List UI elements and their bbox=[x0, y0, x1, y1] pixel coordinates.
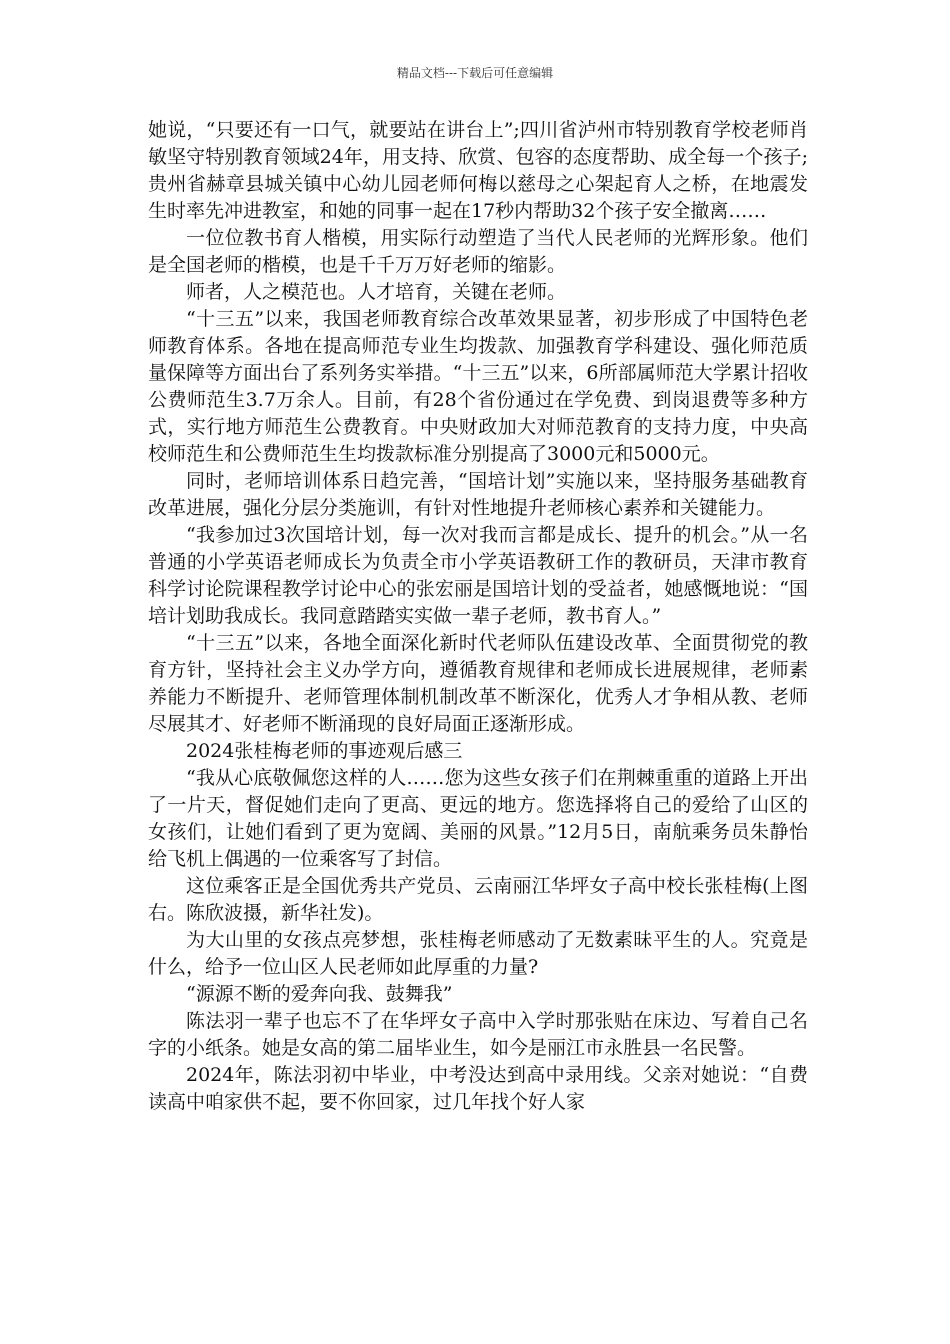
paragraph: 陈法羽一辈子也忘不了在华坪女子高中入学时那张贴在床边、写着自己名字的小纸条。她是女高的第二届毕业生，如今是丽江市永胜县一名民警。 bbox=[148, 1010, 808, 1059]
subheading-quote: “源源不断的爱奔向我、鼓舞我” bbox=[186, 983, 453, 1005]
paragraph: “十三五”以来，各地全面深化新时代老师队伍建设改革、全面贯彻党的教育方针，坚持社会主义办学方向，遵循教育规律和老师成长进展规律，老师素养能力不断提升、老师管理体制机制改革不断深化，优秀人才争相从教、老师尽展其才、好老师不断涌现的良好局面正逐渐形成。 bbox=[148, 632, 808, 735]
page-header: 精品文档---下载后可任意编辑 bbox=[396, 66, 554, 80]
paragraph: 这位乘客正是全国优秀共产党员、云南丽江华坪女子高中校长张桂梅(上图右。陈欣波摄，新华社发)。 bbox=[148, 875, 808, 924]
paragraph: 为大山里的女孩点亮梦想，张桂梅老师感动了无数素昧平生的人。究竟是什么，给予一位山区人民老师如此厚重的力量? bbox=[148, 929, 808, 978]
paragraph: 2024年，陈法羽初中毕业，中考没达到高中录用线。父亲对她说：“自费读高中咱家供不起，要不你回家，过几年找个好人家 bbox=[148, 1064, 808, 1113]
paragraph: “十三五”以来，我国老师教育综合改革效果显著，初步形成了中国特色老师教育体系。各地在提高师范专业生均拨款、加强教育学科建设、强化师范质量保障等方面出台了系列务实举措。“十三五”以来，6所部属师范大学累计招收公费师范生3.7万余人。目前，有28个省份通过在学免费、到岗退费等多种方式，实行地方师范生公费教育。中央财政加大对师范教育的支持力度，中央高校师范生和公费师范生生均拨款标准分别提高了3000元和5000元。 bbox=[148, 308, 808, 465]
paragraph: “我参加过3次国培计划，每一次对我而言都是成长、提升的机会。”从一名普通的小学英语老师成长为负责全市小学英语教研工作的教研员，天津市教育科学讨论院课程教学讨论中心的张宏丽是国培计划的受益者，她感慨地说：“国培计划助我成长。我同意踏踏实实做一辈子老师，教书育人。” bbox=[148, 524, 808, 627]
paragraph: 一位位教书育人楷模，用实际行动塑造了当代人民老师的光辉形象。他们是全国老师的楷模，也是千千万万好老师的缩影。 bbox=[148, 227, 808, 276]
paragraph: 同时，老师培训体系日趋完善，“国培计划”实施以来，坚持服务基础教育改革进展，强化分层分类施训，有针对性地提升老师核心素养和关键能力。 bbox=[148, 470, 808, 519]
paragraph: 她说，“只要还有一口气，就要站在讲台上”;四川省泸州市特别教育学校老师肖敏坚守特别教育领域24年，用支持、欣赏、包容的态度帮助、成全每一个孩子;贵州省赫章县城关镇中心幼儿园老师何梅以慈母之心架起育人之桥，在地震发生时率先冲进教室，和她的同事一起在17秒内帮助32个孩子安全撤离…… bbox=[148, 119, 808, 222]
paragraph: 师者，人之模范也。人才培育，关键在老师。 bbox=[186, 281, 567, 303]
document-body bbox=[148, 117, 808, 1116]
paragraph: “我从心底敬佩您这样的人……您为这些女孩子们在荆棘重重的道路上开出了一片天，督促她们走向了更高、更远的地方。您选择将自己的爱给了山区的女孩们，让她们看到了更为宽阔、美丽的风景。”12月5日，南航乘务员朱静怡给飞机上偶遇的一位乘客写了封信。 bbox=[148, 767, 808, 870]
section-heading: 2024张桂梅老师的事迹观后感三 bbox=[186, 740, 463, 762]
